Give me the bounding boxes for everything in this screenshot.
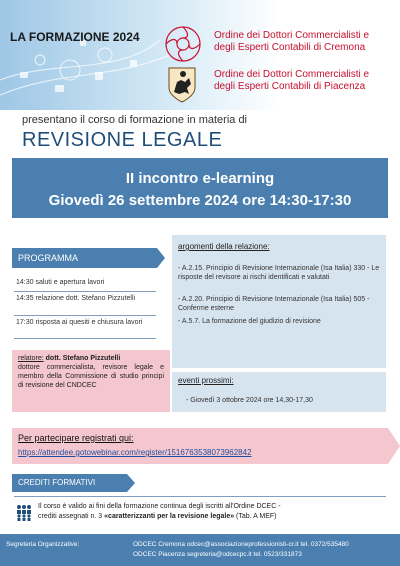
program-item: 14:30 saluti e apertura lavori bbox=[16, 279, 105, 286]
register-link[interactable]: https://attendee.gotowebinar.com/register/1516763538073962842 bbox=[18, 448, 252, 457]
program-heading: PROGRAMMA bbox=[12, 248, 157, 268]
footer-contact-piacenza: ODCEC Piacenza segreteria@odcecpc.it tel. 0523/331873 bbox=[133, 551, 302, 558]
org-cremona-line2: degli Esperti Contabili di Cremona bbox=[214, 42, 366, 53]
people-icon bbox=[14, 502, 34, 522]
banner-title: II incontro e-learning bbox=[125, 170, 275, 187]
credits-divider bbox=[14, 496, 386, 497]
event-banner bbox=[12, 158, 388, 218]
org-piacenza-line1: Ordine dei Dottori Commercialisti e bbox=[214, 69, 370, 80]
credits-type: «caratterizzanti per la revisione legale» bbox=[104, 513, 235, 520]
speaker-bio: dottore commercialista, revisore legale e membro della Commissione di studio principi di revisione del CNDCEC bbox=[18, 364, 164, 389]
header-badge: LA FORMAZIONE 2024 bbox=[10, 30, 140, 44]
event-item: - Giovedì 3 ottobre 2024 ore 14,30-17,30 bbox=[186, 397, 313, 404]
org-piacenza-name bbox=[214, 69, 396, 93]
org-piacenza-line2: degli Esperti Contabili di Piacenza bbox=[214, 81, 366, 92]
events-title: eventi prossimi: bbox=[178, 376, 234, 385]
cremona-order-logo-icon bbox=[163, 24, 203, 64]
program-divider bbox=[14, 315, 156, 316]
credits-text bbox=[38, 502, 386, 522]
topic-item: - A.2.20. Principio di Revisione Internazionale (Isa Italia) 505 - Conferme esterne bbox=[178, 296, 370, 312]
program-divider bbox=[14, 338, 156, 339]
footer bbox=[0, 534, 400, 566]
topics-title: argomenti della relazione: bbox=[178, 242, 270, 251]
credits-line1: Il corso è valido ai fini della formazione continua degli iscritti all'Ordine DCEC - bbox=[38, 503, 281, 510]
credits-count: crediti assegnati n. 3 bbox=[38, 513, 105, 520]
credits-heading: CREDITI FORMATIVI bbox=[12, 474, 127, 492]
speaker-label: relatore: bbox=[18, 355, 44, 362]
footer-label: Segreteria Organizzative: bbox=[6, 541, 80, 548]
intro-text: presentano il corso di formazione in materia di bbox=[22, 114, 248, 126]
topic-item: - A.2.15. Principio di Revisione Internazionale (Isa Italia) 330 - Le risposte del revisore ai rischi identificati e valutati bbox=[178, 265, 380, 281]
register-title: Per partecipare registrati qui: bbox=[18, 433, 134, 443]
banner-date: Giovedì 26 settembre 2024 ore 14:30-17:30 bbox=[48, 192, 352, 209]
program-divider bbox=[14, 291, 156, 292]
program-item: 14:35 relazione dott. Stefano Pizzutelli bbox=[16, 295, 136, 302]
org-cremona-name bbox=[214, 30, 396, 54]
topic-item: - A.5.7. La formazione del giudizio di revisione bbox=[178, 318, 321, 325]
footer-contact-cremona: ODCEC Cremona odcec@associazioneprofessionisti-cr.it tel. 0372/535480 bbox=[133, 541, 349, 548]
credits-line2 bbox=[38, 512, 386, 522]
speaker-info bbox=[18, 354, 164, 390]
org-cremona-line1: Ordine dei Dottori Commercialisti e bbox=[214, 30, 370, 41]
credits-table: (Tab. A MEF) bbox=[234, 513, 277, 520]
course-title: REVISIONE LEGALE bbox=[22, 129, 223, 151]
speaker-name: dott. Stefano Pizzutelli bbox=[45, 355, 121, 362]
piacenza-order-emblem-icon bbox=[165, 62, 199, 104]
program-item: 17:30 risposta ai quesiti e chiusura lavori bbox=[16, 319, 143, 326]
header bbox=[0, 0, 400, 110]
